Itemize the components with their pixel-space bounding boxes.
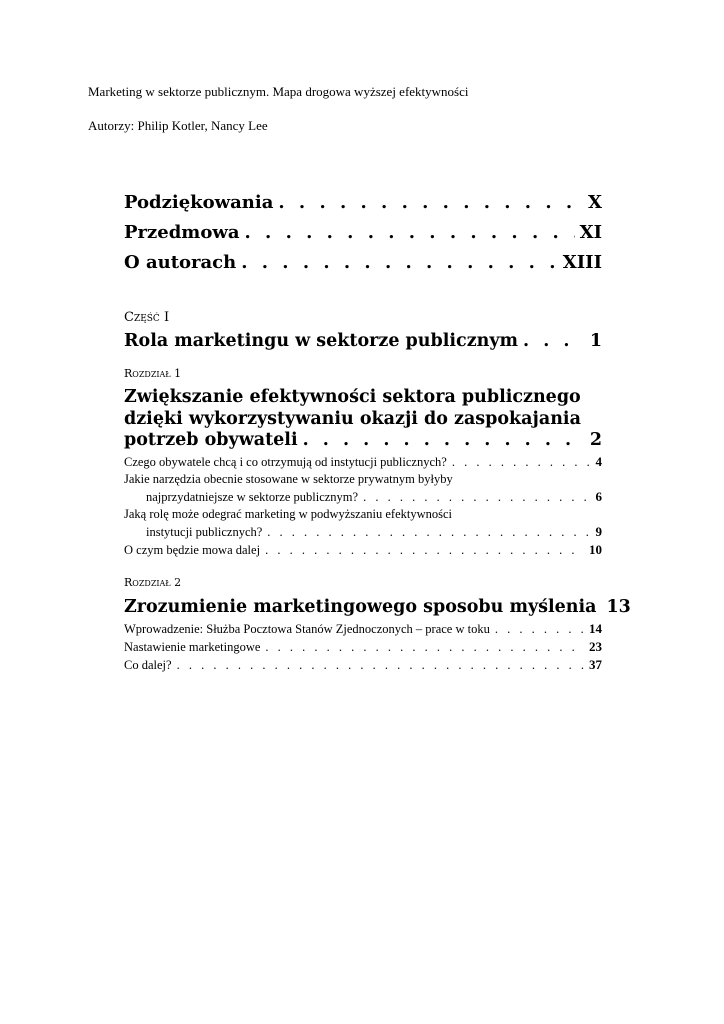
- toc-entry-title: Wprowadzenie: Służba Pocztowa Stanów Zjednoczonych – prace w toku: [124, 622, 490, 636]
- leader-dots: [245, 222, 575, 243]
- leader-dots: [452, 455, 591, 470]
- chapter-title-line: dzięki wykorzystywaniu okazji do zaspokajania: [124, 409, 581, 429]
- toc-entry-page: XIII: [562, 252, 602, 273]
- toc-entry-page: 1: [589, 331, 602, 351]
- toc-entry: [124, 489, 602, 507]
- chapter-title-line: Zwiększanie efektywności sektora publicznego: [124, 387, 581, 407]
- toc-entry-title: Zrozumienie marketingowego sposobu myślenia: [124, 597, 597, 617]
- leader-dots: [265, 543, 584, 558]
- toc-entry-title: Podziękowania: [124, 192, 274, 213]
- document-title: Marketing w sektorze publicznym. Mapa drogowa wyższej efektywności: [88, 84, 469, 99]
- toc-entry-page: 14: [589, 621, 602, 636]
- toc-entry-title: Nastawienie marketingowe: [124, 640, 261, 654]
- toc-entry-line: Jakie narzędzia obecnie stosowane w sektorze prywatnym byłyby: [124, 472, 453, 486]
- toc-entry-title: O czym będzie mowa dalej: [124, 543, 261, 557]
- toc-entry-page: 13: [606, 597, 631, 617]
- toc-entry: [124, 621, 602, 639]
- toc-entry-page: 9: [595, 524, 602, 539]
- toc-entry-page: X: [588, 192, 602, 213]
- toc-entry-page: 6: [595, 489, 602, 504]
- toc-entry-title: O autorach: [124, 252, 237, 273]
- toc-entry: [124, 542, 602, 560]
- part-label: Część I: [124, 310, 170, 325]
- document-authors: Autorzy: Philip Kotler, Nancy Lee: [88, 118, 268, 133]
- toc-entry: [124, 657, 602, 675]
- toc-entry-page: 10: [589, 542, 602, 557]
- toc-entry-title: instytucji publicznych?: [146, 525, 263, 539]
- toc-entry-page: XI: [579, 222, 602, 243]
- toc-entry-page: 4: [595, 454, 602, 469]
- leader-dots: [177, 658, 584, 673]
- leader-dots: [523, 331, 585, 351]
- toc-entry-title: Przedmowa: [124, 222, 240, 243]
- toc-entry: [124, 524, 602, 542]
- leader-dots: [267, 525, 590, 540]
- leader-dots: [363, 490, 590, 505]
- leader-dots: [303, 430, 585, 450]
- toc-entry-front: [124, 222, 602, 252]
- toc-entry-line: Jaką rolę może odegrać marketing w podwyższaniu efektywności: [124, 507, 453, 521]
- toc-entry-page: 23: [589, 639, 602, 654]
- chapter-title-entry: [124, 597, 631, 621]
- table-of-contents: [124, 192, 631, 675]
- toc-entry-page: 2: [589, 430, 602, 450]
- toc-entry-page: 37: [589, 657, 602, 672]
- toc-entry-title: najprzydatniejsze w sektorze publicznym?: [146, 490, 359, 504]
- toc-entry-front: [124, 252, 602, 282]
- chapter-label: Rozdział 2: [124, 576, 182, 589]
- toc-entry-title: Co dalej?: [124, 658, 172, 672]
- toc-entry-front: [124, 192, 602, 222]
- toc-entry: [124, 454, 602, 472]
- leader-dots: [265, 640, 584, 655]
- toc-entry-title: potrzeb obywateli: [124, 430, 298, 450]
- chapter-label: Rozdział 1: [124, 367, 182, 380]
- toc-entry-title: Rola marketingu w sektorze publicznym: [124, 331, 519, 351]
- leader-dots: [495, 622, 584, 637]
- toc-entry-title: Czego obywatele chcą i co otrzymują od instytucji publicznych?: [124, 455, 447, 469]
- toc-entry: [124, 639, 602, 657]
- leader-dots: [278, 192, 583, 213]
- part-title-entry: [124, 331, 602, 357]
- leader-dots: [241, 252, 558, 273]
- chapter-title-entry: [124, 430, 602, 452]
